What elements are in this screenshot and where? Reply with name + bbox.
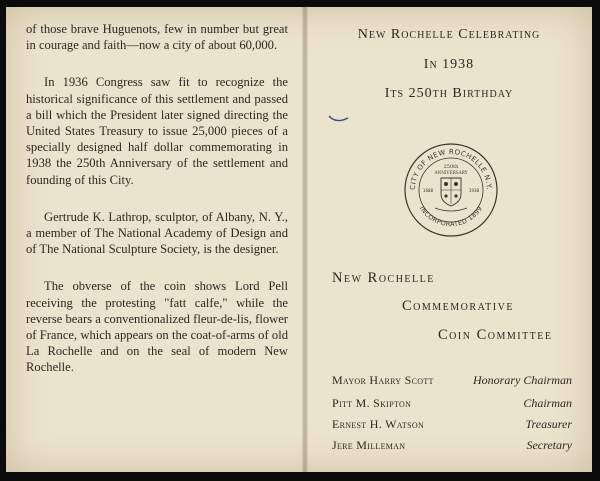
left-page [26, 21, 288, 397]
paragraph-designer: Gertrude K. Lathrop, sculptor, of Albany, N. Y., a member of The National Academy of Design and of The National Sculpture Society, is the designer. [26, 209, 288, 257]
committee-commemorative: Commemorative [402, 298, 514, 314]
member-role: Secretary [526, 438, 572, 452]
paragraph-huguenots: of those brave Huguenots, few in number but great in courage and faith—now a city of about 60,000. [26, 22, 288, 53]
member-role: Honorary Chairman [472, 373, 572, 387]
member-name: Mayor Harry Scott [332, 373, 434, 387]
seal-250th: 250th [443, 164, 459, 170]
ink-mark [328, 114, 350, 124]
heading-birthday: Its 250th Birthday [384, 86, 514, 101]
commemorative-card [6, 7, 592, 472]
member-name: Jere Milleman [332, 438, 406, 452]
paragraph-congress: In 1936 Congress saw fit to recognize the historical significance of this settlement and passed a bill which the President later signed directing the United States Treasury to issue 25,000 pieces of a specially designed half dollar commemorating in 1938 the 250th Anniversary of the settlement and founding of this City. [26, 75, 288, 187]
city-seal-icon [401, 140, 501, 240]
member-name: Ernest H. Watson [332, 417, 425, 431]
member-name: Pitt M. Skipton [332, 396, 412, 410]
heading-celebrating: New Rochelle Celebrating [357, 27, 541, 42]
paragraph-obverse: The obverse of the coin shows Lord Pell receiving the protesting "fatt calfe," while the reverse bears a conventionalized fleur-de-lis, flower of France, which appears on the coat-of-arms of old La Rochelle and on the seal of modern New Rochelle. [26, 279, 288, 375]
heading-year: In 1938 [423, 57, 475, 72]
seal-year-right: 1938 [468, 188, 480, 193]
member-role: Treasurer [525, 417, 572, 431]
svg-text:INCORPORATED 1899 [418, 205, 484, 229]
committee-coin-committee: Coin Committee [438, 327, 553, 343]
seal-anniversary: ANNIVERSARY [434, 170, 468, 175]
committee-new-rochelle: New Rochelle [332, 270, 435, 286]
seal-ring-text: CITY OF NEW ROCHELLE N.Y. [408, 147, 494, 191]
right-page [306, 7, 592, 472]
seal-incorporated: INCORPORATED 1899 [417, 204, 485, 229]
seal-year-left: 1688 [422, 188, 434, 193]
member-role: Chairman [523, 396, 572, 410]
